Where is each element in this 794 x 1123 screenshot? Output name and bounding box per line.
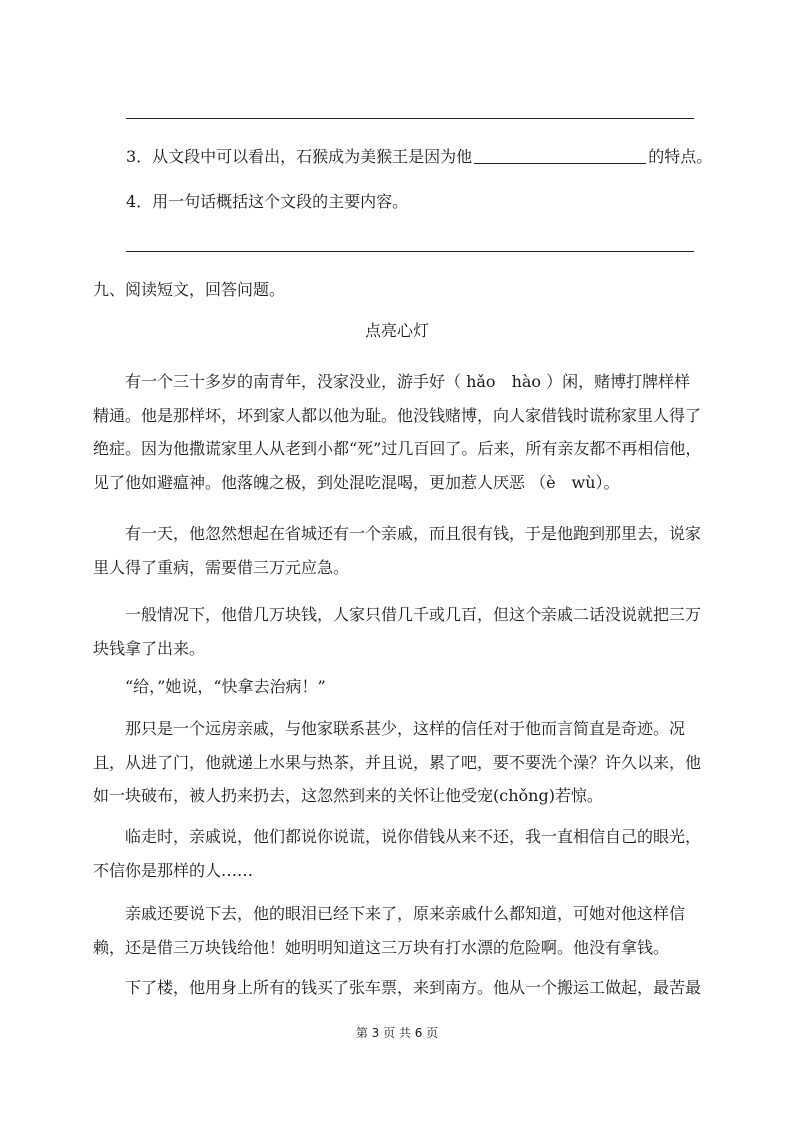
paragraph-4: “给，”她说，“快拿去治病！” bbox=[125, 677, 326, 696]
section-heading: 九、阅读短文，回答问题。 bbox=[93, 280, 286, 299]
answer-line-1 bbox=[126, 118, 694, 119]
question-3-prefix: 3．从文段中可以看出，石猴成为美猴王是因为他 bbox=[126, 147, 473, 166]
answer-line-2 bbox=[126, 251, 694, 252]
paragraph-5: 那只是一个远房亲戚，与他家联系甚少，这样的信任对于他而言简直是奇迹。况且，从进了门，他就递上水果与热茶，并且说，累了吧，要不要洗个澡？许久以来，他如一块破布，被人扔来扔去，这忽然到来的关怀让他受宠(chǒng)若惊。 bbox=[93, 719, 702, 805]
paragraph-2: 有一天，他忽然想起在省城还有一个亲戚，而且很有钱，于是他跑到那里去，说家里人得了重病，需要借三万元应急。 bbox=[93, 524, 702, 577]
question-4: 4．用一句话概括这个文段的主要内容。 bbox=[126, 192, 409, 211]
question-3 bbox=[126, 145, 712, 169]
paragraph-6: 临走时，亲戚说，他们都说你说谎，说你借钱从来不还，我一直相信自己的眼光，不信你是那样的人…… bbox=[93, 827, 702, 880]
passage-title: 点亮心灯 bbox=[364, 321, 429, 340]
question-3-blank[interactable] bbox=[474, 145, 646, 164]
paragraph-8: 下了楼，他用身上所有的钱买了张车票，来到南方。他从一个搬运工做起，最苦最 bbox=[125, 978, 702, 997]
paragraph-3: 一般情况下，他借几万块钱，人家只借几千或几百，但这个亲戚二话没说就把三万块钱拿了出来。 bbox=[93, 605, 702, 658]
paragraph-1: 有一个三十多岁的南青年，没家没业，游手好（ hǎo hào ）闲，赌博打牌样样精通。他是那样坏，坏到家人都以他为耻。他没钱赌博，向人家借钱时谎称家里人得了绝症。因为他撒谎家里人从老到小都“死”过几百回了。后来，所有亲友都不再相信他，见了他如避瘟神。他落魄之极，到处混吃混喝，更加惹人厌恶 （è wù）。 bbox=[93, 372, 702, 492]
page-number: 第 3 页 共 6 页 bbox=[355, 1026, 439, 1040]
question-3-suffix: 的特点。 bbox=[648, 147, 713, 166]
paragraph-7: 亲戚还要说下去，他的眼泪已经下来了，原来亲戚什么都知道，可她对他这样信赖，还是借三万块钱给他！她明明知道这三万块有打水漂的危险啊。他没有拿钱。 bbox=[93, 904, 686, 957]
